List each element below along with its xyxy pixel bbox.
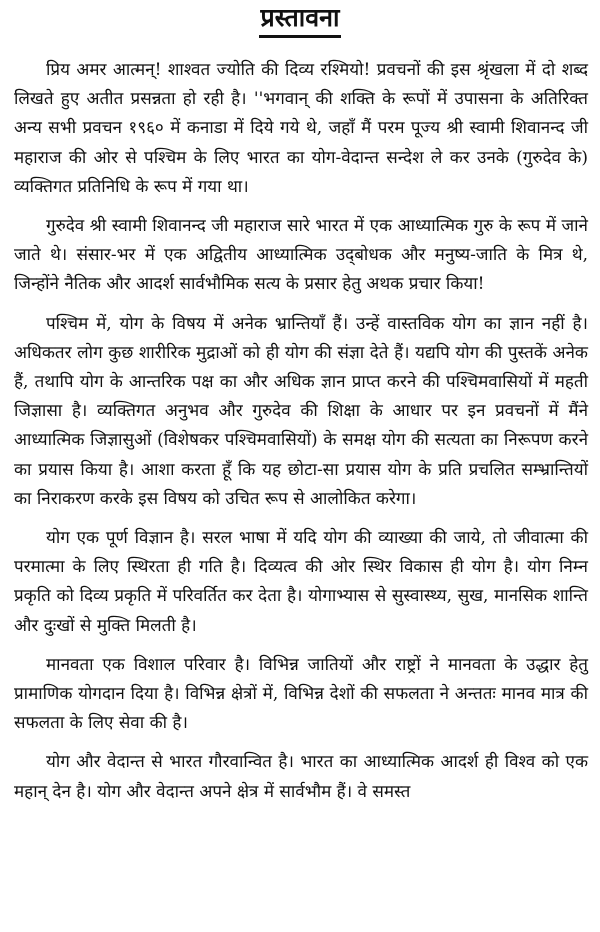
paragraph: योग एक पूर्ण विज्ञान है। सरल भाषा में यदि योग की व्याख्या की जाये, तो जीवात्मा की परमात्मा के लिए स्थिरता ही गति है। दिव्यत्व की ओर स्थिर विकास ही योग है। योग निम्न प्रकृति को दिव्य प्रकृति में परिवर्तित कर देता है। योगाभ्यास से सुस्वास्थ्य, सुख, मानसिक शान्ति और दुःखों से मुक्ति मिलती है। xyxy=(14,528,588,636)
body-text xyxy=(0,42,600,807)
title-area xyxy=(0,0,600,42)
paragraph: मानवता एक विशाल परिवार है। विभिन्न जातियों और राष्ट्रों ने मानवता के उद्धार हेतु प्रामाणिक योगदान दिया है। विभिन्न क्षेत्रों में, विभिन्न देशों की सफलता ने अन्ततः मानव मात्र की सफलता के लिए सेवा की है। xyxy=(14,654,588,734)
page-title: प्रस्तावना xyxy=(259,2,342,38)
paragraph: गुरुदेव श्री स्वामी शिवानन्द जी महाराज सारे भारत में एक आध्यात्मिक गुरु के रूप में जाने जाते थे। संसार-भर में एक अद्वितीय आध्यात्मिक उद्‌बोधक और मनुष्य-जाति के मित्र थे, जिन्होंने नैतिक और आदर्श सार्वभौमिक सत्य के प्रसार हेतु अथक प्रचार किया! xyxy=(14,216,588,295)
paragraph: योग और वेदान्त से भारत गौरवान्वित है। भारत का आध्यात्मिक आदर्श ही विश्व को एक महान् देन है। योग और वेदान्त अपने क्षेत्र में सार्वभौम हैं। वे समस्त xyxy=(14,752,588,802)
paragraph: पश्चिम में, योग के विषय में अनेक भ्रान्तियाँ हैं। उन्हें वास्तविक योग का ज्ञान नहीं है। अधिकतर लोग कुछ शारीरिक मुद्राओं को ही योग की संज्ञा देते हैं। यद्यपि योग की पुस्तकें अनेक हैं, तथापि योग के आन्तरिक पक्ष का और अधिक ज्ञान प्राप्त करने की पश्चिमवासियों में महती जिज्ञासा है। व्यक्तिगत अनुभव और गुरुदेव की शिक्षा के आधार पर इन प्रवचनों में मैंने आध्यात्मिक जिज्ञासुओं (विशेषकर पश्चिमवासियों) के समक्ष योग की सत्यता का निरूपण करने का प्रयास किया है। आशा करता हूँ कि यह छोटा-सा प्रयास योग के प्रति प्रचलित सम्भ्रान्तियों का निराकरण करके इस विषय को उचित रूप से आलोकित करेगा। xyxy=(14,313,588,509)
paragraph: प्रिय अमर आत्मन्! शाश्वत ज्योति की दिव्य रश्मियो! प्रवचनों की इस श्रृंखला में दो शब्द लिखते हुए अतीत प्रसन्नता हो रही है। ''भगवान् की शक्ति के रूपों में उपासना के अतिरिक्त अन्य सभी प्रवचन १९६० में कनाडा में दिये गये थे, जहाँ मैं परम पूज्य श्री स्वामी शिवानन्द जी महाराज की ओर से पश्चिम के लिए भारत का योग-वेदान्त सन्देश ले कर उनके (गुरुदेव के) व्यक्तिगत प्रतिनिधि के रूप में गया था। xyxy=(14,60,588,197)
